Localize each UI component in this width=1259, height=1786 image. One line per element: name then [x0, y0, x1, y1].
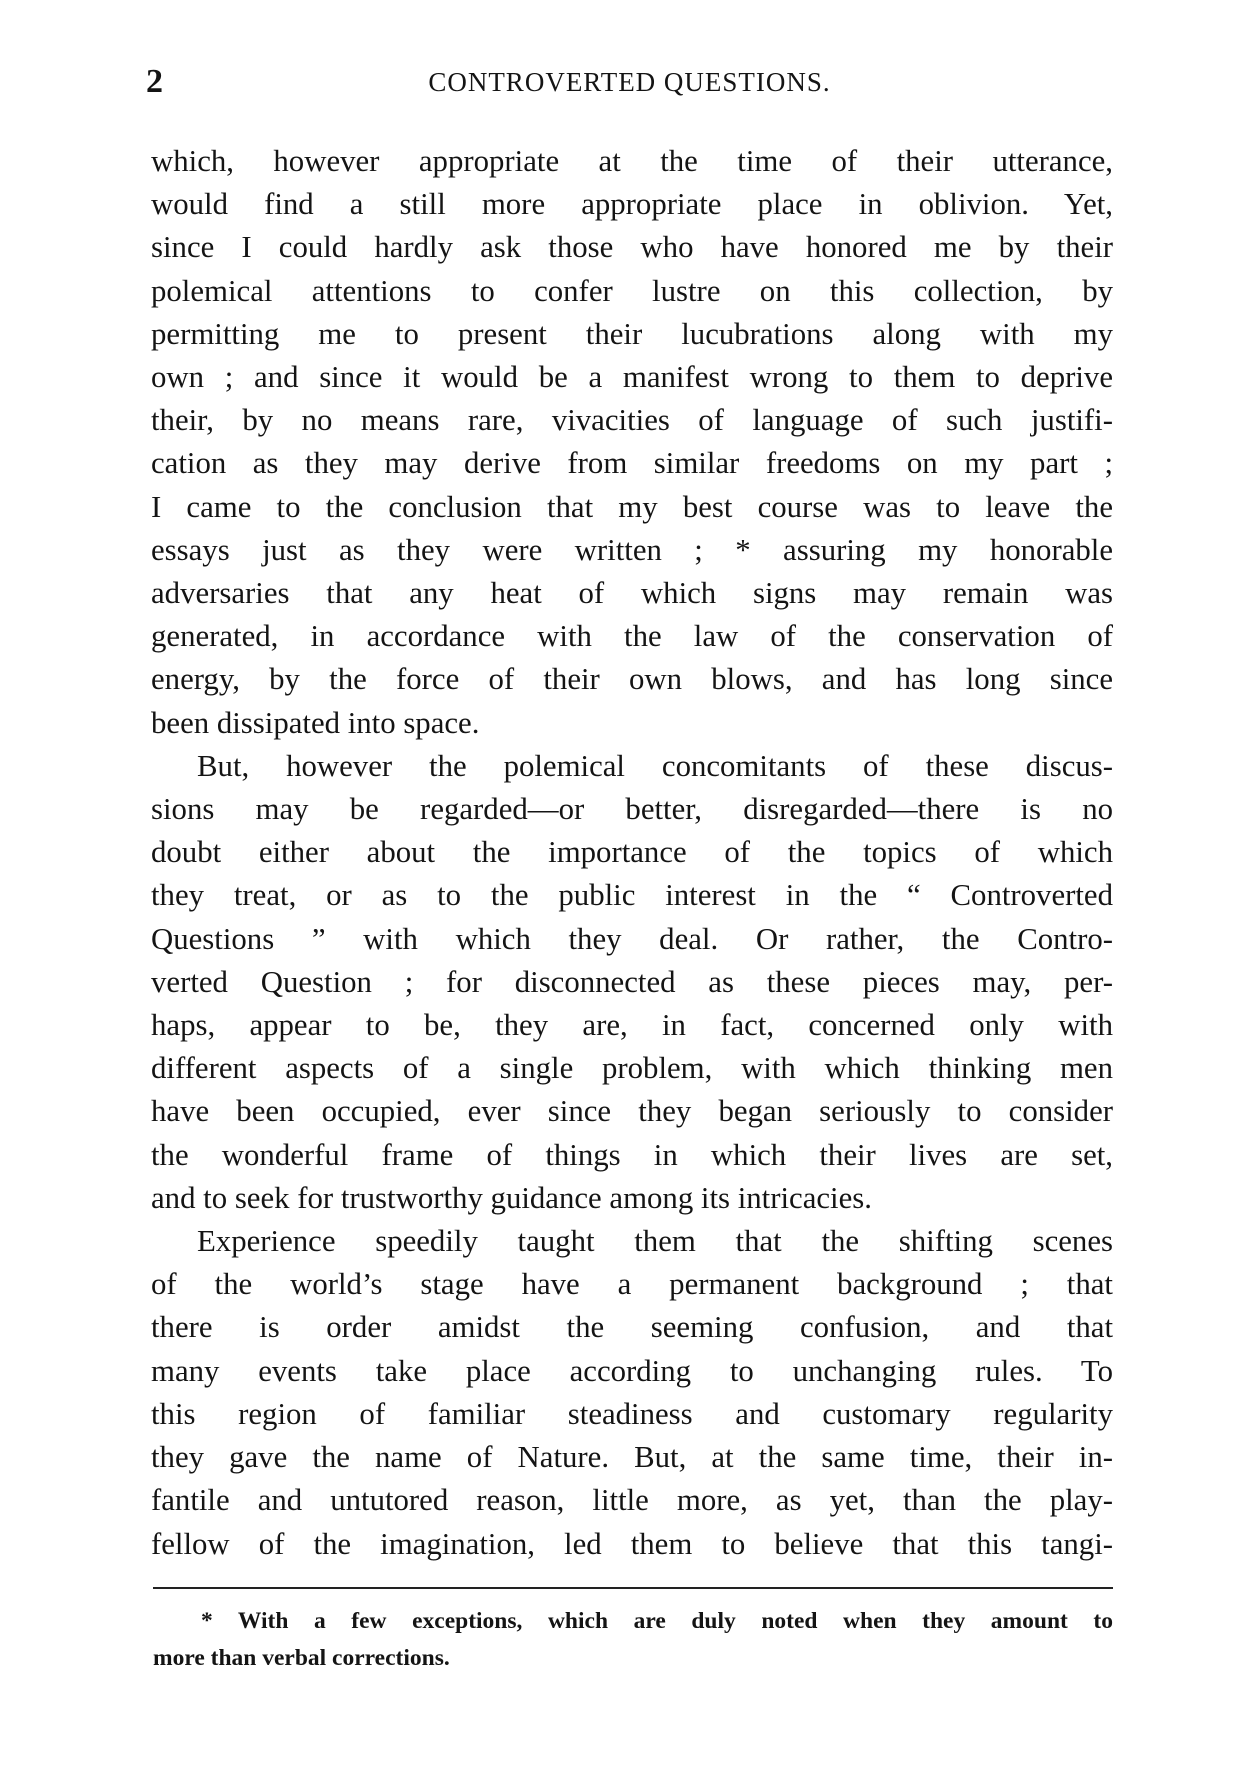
text-line: verted Question ; for disconnected as these pieces may, per- [151, 964, 1113, 999]
text-line: fellow of the imagination, led them to believe that this tangi- [151, 1526, 1113, 1561]
paragraph-3 [151, 1220, 1113, 1566]
text-line: Questions ” with which they deal. Or rather, the Contro- [151, 921, 1113, 956]
text-line: fantile and untutored reason, little more, as yet, than the play- [151, 1483, 1113, 1518]
text-line: permitting me to present their lucubrations along with my [151, 316, 1113, 351]
text-line: been dissipated into space. [151, 705, 480, 740]
text-line: the wonderful frame of things in which their lives are set, [151, 1137, 1113, 1172]
text-line: of the world’s stage have a permanent background ; that [151, 1267, 1113, 1302]
page-number: 2 [146, 63, 163, 100]
text-line: which, however appropriate at the time of their utterance, [151, 144, 1113, 178]
text-line: different aspects of a single problem, with which thinking men [151, 1051, 1113, 1086]
text-line: doubt either about the importance of the topics of which [151, 835, 1113, 870]
footnote-divider [153, 1587, 1113, 1589]
text-line: haps, appear to be, they are, in fact, concerned only with [151, 1008, 1113, 1043]
text-line: since I could hardly ask those who have honored me by their [151, 230, 1113, 265]
text-line: own ; and since it would be a manifest wrong to them to deprive [151, 360, 1113, 395]
text-line: cation as they may derive from similar freedoms on my part ; [151, 446, 1113, 481]
text-line: there is order amidst the seeming confusion, and that [151, 1310, 1113, 1345]
text-line: I came to the conclusion that my best course was to leave the [151, 489, 1113, 524]
paragraph-1 [151, 140, 1113, 745]
text-line: they treat, or as to the public interest in the “ Controverted [151, 878, 1113, 913]
text-line: sions may be regarded—or better, disregarded—there is no [151, 792, 1113, 827]
paragraph-2 [151, 745, 1113, 1220]
text-line: energy, by the force of their own blows, and has long since [151, 662, 1113, 697]
text-line: would find a still more appropriate place in oblivion. Yet, [151, 187, 1113, 222]
text-line: essays just as they were written ; * assuring my honorable [151, 532, 1113, 567]
text-line: their, by no means rare, vivacities of language of such justifi- [151, 403, 1113, 438]
footnote-line: more than verbal corrections. [153, 1645, 450, 1671]
text-line: this region of familiar steadiness and customary regularity [151, 1396, 1113, 1431]
text-line: adversaries that any heat of which signs may remain was [151, 576, 1113, 611]
text-line: and to seek for trustworthy guidance among its intricacies. [151, 1180, 872, 1215]
text-line: But, however the polemical concomitants of these discus- [197, 748, 1113, 783]
text-line: they gave the name of Nature. But, at the same time, their in- [151, 1440, 1113, 1475]
footnote-line: * With a few exceptions, which are duly noted when they amount to [201, 1608, 1113, 1634]
footnote [153, 1603, 1113, 1677]
text-line: generated, in accordance with the law of the conservation of [151, 619, 1113, 654]
text-line: many events take place according to unchanging rules. To [151, 1353, 1113, 1388]
text-line: polemical attentions to confer lustre on this collection, by [151, 273, 1113, 308]
body-text [151, 140, 1113, 1566]
text-line: have been occupied, ever since they began seriously to consider [151, 1094, 1113, 1129]
text-line: Experience speedily taught them that the shifting scenes [197, 1224, 1113, 1259]
running-title: CONTROVERTED QUESTIONS. [428, 67, 831, 97]
